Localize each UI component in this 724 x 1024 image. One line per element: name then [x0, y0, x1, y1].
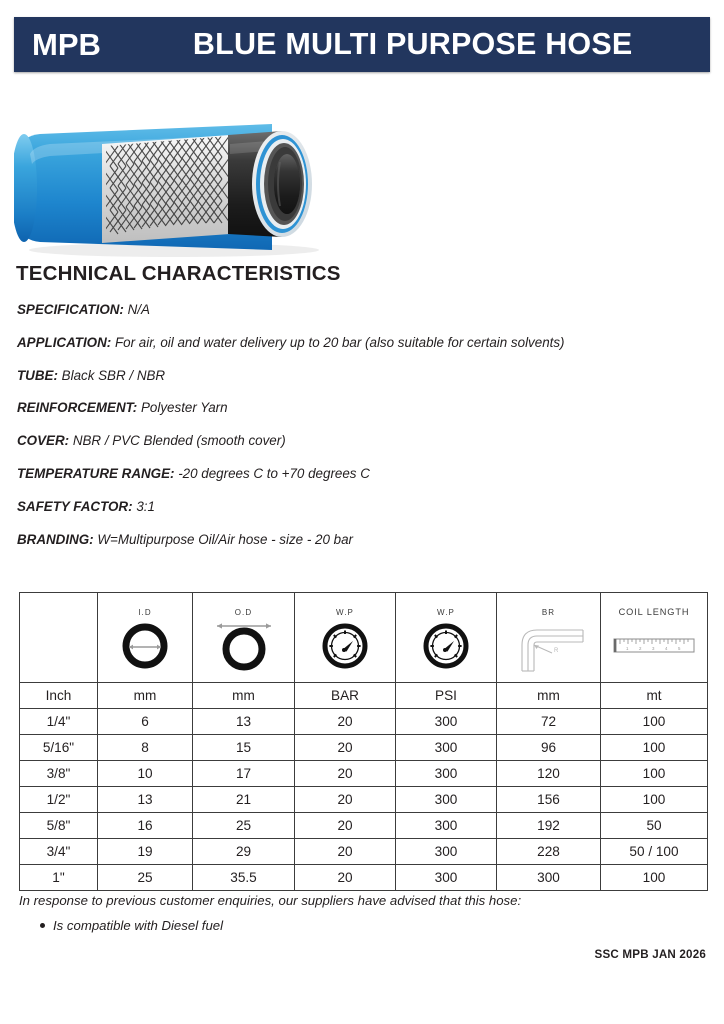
od-label: O.D — [234, 607, 253, 617]
inner-diameter-ring-icon — [117, 620, 173, 672]
document-reference: SSC MPB JAN 2026 — [594, 948, 706, 961]
table-cell-wp-bar: 20 — [295, 761, 396, 787]
table-cell-id: 8 — [98, 735, 193, 761]
table-cell-wp-bar: 20 — [295, 735, 396, 761]
spec-row-application — [17, 336, 707, 349]
pressure-gauge-icon — [418, 620, 474, 672]
icon-container — [193, 618, 294, 674]
spec-label: BRANDING: — [17, 531, 94, 547]
table-cell-wp-psi: 300 — [396, 709, 497, 735]
table-cell-od: 29 — [193, 839, 295, 865]
spec-value: 3:1 — [136, 498, 155, 514]
id-label: I.D — [138, 607, 152, 617]
bullet-icon — [40, 923, 45, 928]
svg-text:5: 5 — [678, 646, 681, 651]
table-unit-cell: mm — [98, 683, 193, 709]
spec-row-branding — [17, 533, 707, 546]
icon-container — [98, 618, 192, 674]
notes-intro: In response to previous customer enquiries, our suppliers have advised that this hose: — [19, 893, 522, 908]
spec-value: For air, oil and water delivery up to 20 bar (also suitable for certain solvents) — [114, 334, 565, 350]
bend-radius-icon — [509, 619, 589, 673]
table-cell-id: 19 — [98, 839, 193, 865]
table-cell-id: 13 — [98, 787, 193, 813]
br-label: BR — [541, 607, 556, 617]
table-icon-header-row — [20, 593, 708, 683]
spec-row-cover — [17, 434, 707, 447]
hose-cutaway-illustration — [14, 110, 344, 258]
spec-label: REINFORCEMENT: — [17, 400, 138, 416]
table-row — [20, 709, 708, 735]
table-cell-wp-bar: 20 — [295, 787, 396, 813]
table-cell-wp-psi: 300 — [396, 839, 497, 865]
svg-text:4: 4 — [665, 646, 668, 651]
table-cell-wp-psi: 300 — [396, 761, 497, 787]
table-cell-size: 1" — [20, 865, 98, 891]
table-cell-br: 120 — [497, 761, 601, 787]
table-cell-id-icon — [98, 593, 193, 683]
table-cell-br: 192 — [497, 813, 601, 839]
header-banner — [14, 17, 710, 72]
table-row — [20, 865, 708, 891]
table-cell-wp-psi-icon — [396, 593, 497, 683]
spec-value: Black SBR / NBR — [61, 367, 166, 383]
wp-label: W.P — [336, 607, 354, 617]
table-cell-od-icon — [193, 593, 295, 683]
svg-text:2: 2 — [639, 646, 642, 651]
spec-value: Polyester Yarn — [141, 400, 228, 416]
spec-value: -20 degrees C to +70 degrees C — [178, 465, 370, 481]
spec-label: COVER: — [17, 433, 70, 449]
table-cell-size: 1/4" — [20, 709, 98, 735]
table-cell-wp-bar: 20 — [295, 839, 396, 865]
table-cell-wp-bar: 20 — [295, 709, 396, 735]
table-cell-size: 3/4" — [20, 839, 98, 865]
table-cell-coil-length: 50 / 100 — [601, 839, 708, 865]
table-unit-cell: Inch — [20, 683, 98, 709]
spec-label: SAFETY FACTOR: — [17, 498, 133, 514]
table-cell-wp-psi: 300 — [396, 735, 497, 761]
spec-row-temperature-range — [17, 467, 707, 480]
section-title: TECHNICAL CHARACTERISTICS — [16, 262, 341, 285]
coil-length-label: COIL LENGTH — [618, 607, 690, 617]
table-cell-od: 25 — [193, 813, 295, 839]
table-cell-size: 5/8" — [20, 813, 98, 839]
dimensions-table — [19, 592, 708, 891]
icon-container — [601, 618, 707, 674]
table-cell-id: 6 — [98, 709, 193, 735]
icon-container — [497, 618, 600, 674]
table-cell-br: 156 — [497, 787, 601, 813]
spec-row-safety-factor — [17, 500, 707, 513]
table-unit-cell: PSI — [396, 683, 497, 709]
page-title: BLUE MULTI PURPOSE HOSE — [192, 27, 633, 62]
table-cell-br: 72 — [497, 709, 601, 735]
table-cell-coil-length: 50 — [601, 813, 708, 839]
outer-diameter-ring-icon — [213, 620, 275, 672]
notes-bullet-text: Is compatible with Diesel fuel — [53, 918, 224, 933]
table-unit-cell: mm — [193, 683, 295, 709]
spec-row-specification — [17, 303, 707, 316]
svg-text:3: 3 — [652, 646, 655, 651]
table-row — [20, 787, 708, 813]
table-cell-wp-bar-icon — [295, 593, 396, 683]
table-cell-wp-bar: 20 — [295, 865, 396, 891]
notes-bullet-item — [40, 918, 223, 933]
spec-value: W=Multipurpose Oil/Air hose - size - 20 bar — [97, 531, 353, 547]
table-cell-od: 35.5 — [193, 865, 295, 891]
table-cell-coil-length: 100 — [601, 761, 708, 787]
table-cell-wp-psi: 300 — [396, 787, 497, 813]
table-cell-br: 96 — [497, 735, 601, 761]
table-cell-coil-length: 100 — [601, 709, 708, 735]
svg-text:1: 1 — [626, 646, 629, 651]
table-cell-wp-psi: 300 — [396, 813, 497, 839]
spec-value: NBR / PVC Blended (smooth cover) — [72, 433, 286, 449]
table-cell-size: 3/8" — [20, 761, 98, 787]
spec-label: APPLICATION: — [17, 334, 112, 350]
table-unit-cell: mm — [497, 683, 601, 709]
spec-label: SPECIFICATION: — [17, 302, 124, 317]
product-code: MPB — [32, 27, 101, 62]
table-cell-coil-length-icon — [601, 593, 708, 683]
ruler-icon — [611, 633, 697, 659]
table-cell-blank — [20, 593, 98, 683]
table-row — [20, 839, 708, 865]
table-cell-size: 5/16" — [20, 735, 98, 761]
spec-label: TUBE: — [17, 367, 58, 383]
table-cell-od: 17 — [193, 761, 295, 787]
icon-container — [295, 618, 395, 674]
table-cell-id: 10 — [98, 761, 193, 787]
spec-label: TEMPERATURE RANGE: — [17, 465, 175, 481]
table-cell-od: 13 — [193, 709, 295, 735]
table-cell-coil-length: 100 — [601, 735, 708, 761]
table-units-row — [20, 683, 708, 709]
table-unit-cell: BAR — [295, 683, 396, 709]
table-cell-od: 21 — [193, 787, 295, 813]
table-cell-wp-psi: 300 — [396, 865, 497, 891]
table-row — [20, 761, 708, 787]
table-row — [20, 813, 708, 839]
wp-label: W.P — [437, 607, 455, 617]
table-cell-br-icon — [497, 593, 601, 683]
pressure-gauge-icon — [317, 620, 373, 672]
table-cell-id: 25 — [98, 865, 193, 891]
table-cell-coil-length: 100 — [601, 787, 708, 813]
svg-text:R: R — [553, 647, 558, 654]
product-image — [14, 110, 344, 258]
table-cell-id: 16 — [98, 813, 193, 839]
table-unit-cell: mt — [601, 683, 708, 709]
table-cell-br: 300 — [497, 865, 601, 891]
specifications-list — [17, 303, 707, 565]
icon-container — [396, 618, 496, 674]
spec-value: N/A — [127, 302, 150, 317]
table-cell-od: 15 — [193, 735, 295, 761]
table-row — [20, 735, 708, 761]
table-cell-wp-bar: 20 — [295, 813, 396, 839]
table-cell-coil-length: 100 — [601, 865, 708, 891]
table-cell-size: 1/2" — [20, 787, 98, 813]
table-cell-br: 228 — [497, 839, 601, 865]
spec-row-tube — [17, 369, 707, 382]
spec-row-reinforcement — [17, 401, 707, 414]
